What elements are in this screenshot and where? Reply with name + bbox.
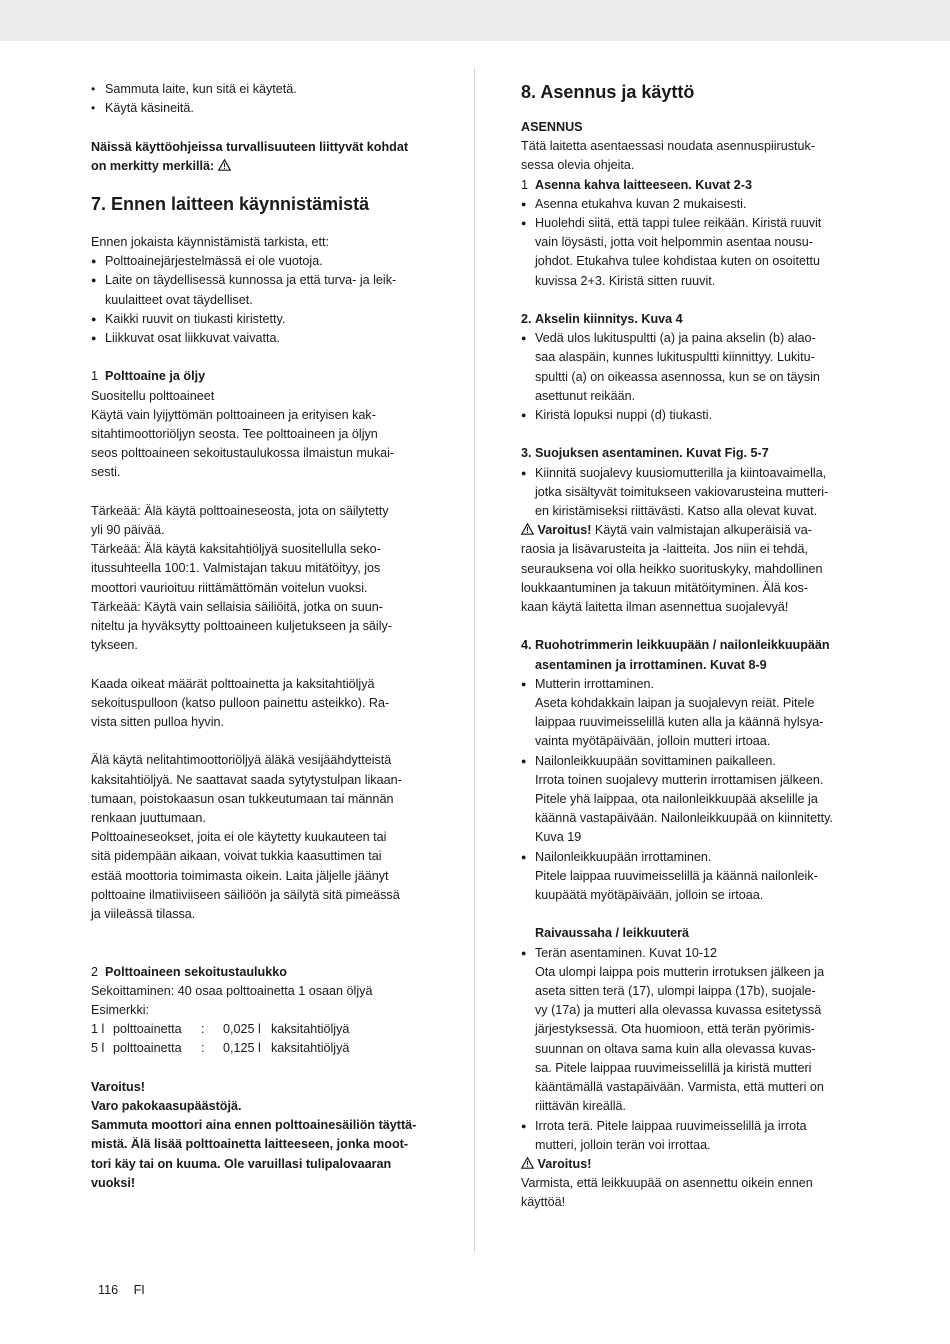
list-item-line: ● Mutterin irrottaminen. — [535, 676, 654, 691]
section-8-title: 8. Asennus ja käyttö — [521, 82, 695, 102]
list-item-line: ● Laite on täydellisessä kunnossa ja että turva- ja leik- — [105, 273, 397, 288]
right-column — [521, 80, 871, 1213]
final-warning-text — [521, 1174, 871, 1212]
text-line: raosia ja lisävarusteita ja -laitteita. Jos niin ei tehdä, — [521, 542, 809, 557]
text-line: Älä käytä nelitahtimoottoriöljyä äläkä vesijäähdytteistä — [91, 753, 392, 768]
fuel-paragraph — [91, 387, 436, 483]
list-item-line: ● Asenna etukahva kuvan 2 mukaisesti. — [535, 196, 747, 211]
list-item — [91, 310, 436, 329]
text-line: tumaan, poistokaasun osan tukkeutumaan tai männän — [91, 791, 394, 806]
text-line: tori käy tai on kuuma. Ole varuillasi tulipalovaaran — [91, 1156, 392, 1171]
page-number: 116 — [98, 1283, 119, 1297]
list-item-line: Pitele laippaa ruuvimeisselillä ja käännä nailonleik- — [535, 868, 818, 883]
table-cell: : — [201, 1041, 205, 1056]
list-item-line: käännä vastapäivään. Nailonleikkuupää on kiinnitetty. — [535, 811, 834, 826]
list-item-line: suunnan on oltava sama kuin alla olevassa kuvas- — [535, 1041, 816, 1056]
final-warning-label: Varoitus! — [521, 1155, 871, 1174]
list-item-line: mutteri, jolloin terän voi irrottaa. — [535, 1137, 711, 1152]
list-item-line: Aseta kohdakkain laipan ja suojalevyn reiät. Pitele — [535, 696, 815, 711]
text-line: mistä. Älä lisää polttoainetta laitteeseen, jonka moot- — [91, 1137, 409, 1152]
section-7-intro: Ennen jokaista käynnistämistä tarkista, ett: — [91, 235, 329, 249]
raivaussaha-heading: Raivaussaha / leikkuuterä — [535, 926, 690, 941]
list-item-line: Kuva 19 — [535, 830, 582, 845]
list-item-line: saa alaspäin, kunnes lukituspultti kiinnittyy. Lukitu- — [535, 350, 815, 365]
list-item-line: ● Nailonleikkuupään sovittaminen paikalleen. — [535, 753, 776, 768]
text-line: estää moottoria toimimasta oikein. Laita jäljelle jäänyt — [91, 868, 389, 883]
text-line: Tätä laitetta asentaessasi noudata asennuspiirustuk- — [521, 139, 816, 154]
text-line: vista sitten pulloa hyvin. — [91, 715, 225, 730]
list-item-line: ● Kaikki ruuvit on tiukasti kiristetty. — [105, 311, 286, 326]
list-item-line: asettunut reikään. — [535, 388, 636, 403]
step-4-heading: 4. Ruohotrimmerin leikkuupään / nailonleikkuupään asentaminen ja irrottaminen. Kuvat 8-9 — [521, 638, 830, 672]
list-item-line: kuvissa 2+3. Kiristä sitten ruuvit. — [535, 273, 716, 288]
page-footer — [98, 1283, 157, 1297]
step-3-heading: 3. Suojuksen asentaminen. Kuvat Fig. 5-7 — [521, 446, 769, 461]
text-line: sitahtimoottoriöljyn seosta. Tee polttoaineen ja öljyn — [91, 427, 378, 442]
step-2-heading: 2. Akselin kiinnitys. Kuva 4 — [521, 312, 683, 327]
important-paragraph — [91, 502, 436, 656]
table-row — [91, 1039, 436, 1058]
list-item-line: laippaa ruuvimeisselillä kuten alla ja käännä hylsya- — [535, 715, 824, 730]
list-item-line: sa. Pitele laippaa ruuvimeisselillä ja kiristä mutteri — [535, 1060, 812, 1075]
text-line: Tärkeää: Käytä vain sellaisia säiliöitä, jotka on suun- — [91, 599, 383, 614]
top-bar — [0, 0, 950, 41]
list-item — [521, 752, 871, 848]
text-line: tykseen. — [91, 638, 138, 653]
text-line: sessa olevia ohjeita. — [521, 158, 635, 173]
asennus-heading: ASENNUS — [521, 120, 583, 134]
raivaussaha-list — [521, 944, 871, 1155]
list-item-line: kuupäätä myötäpäivään, jolloin se irtoaa. — [535, 888, 764, 903]
text-line: niteltu ja hyväksytty polttoaineen kuljetukseen ja säily- — [91, 619, 393, 634]
list-item — [91, 329, 436, 348]
list-item-line: en kiristämiseksi riittävästi. Katso alla olevat kuvat. — [535, 504, 818, 519]
warning-icon — [521, 1157, 534, 1169]
text-line: Tärkeää: Älä käytä polttoaineseosta, jota on säilytetty — [91, 503, 389, 518]
text-line: Varmista, että leikkuupää on asennettu oikein ennen — [521, 1176, 813, 1191]
table-cell: polttoainetta — [113, 1041, 182, 1056]
warning-icon — [521, 523, 534, 535]
text-line: Varo pakokaasupäästöjä. — [91, 1099, 242, 1114]
table-cell: 5 l — [91, 1041, 105, 1056]
table-row — [91, 1020, 436, 1039]
list-item-line: ● Vedä ulos lukituspultti (a) ja paina akselin (b) alao- — [535, 331, 816, 346]
table-cell: polttoainetta — [113, 1022, 182, 1037]
text-line: Varoitus! — [91, 1079, 145, 1094]
list-item-line: ● Kiinnitä suojalevy kuusiomutterilla ja kiintoavaimella, — [535, 465, 827, 480]
mix-table-intro: Sekoittaminen: 40 osaa polttoainetta 1 osaan öljyä — [91, 983, 373, 998]
list-item-line: vainta myötäpäivään, jolloin mutteri irtoaa. — [535, 734, 771, 749]
list-item-line: vain löysästi, jotta voit helpommin asentaa nousu- — [535, 235, 813, 250]
text-line: sitä pidempään aikaan, voivat tukkia kaasuttimen tai — [91, 849, 382, 864]
list-item-line: johdot. Etukahva tulee kohdistaa kuten on osoitettu — [535, 254, 820, 269]
text-line: käyttöä! — [521, 1195, 566, 1210]
left-column — [91, 80, 436, 1193]
step-1-heading: 1 Asenna kahva laitteeseen. Kuvat 2-3 — [521, 177, 752, 192]
text-line: Sammuta moottori aina ennen polttoainesäiliön täyttä- — [91, 1118, 417, 1133]
text-line: kaan käytä laitetta ilman asennettua suojalevyä! — [521, 600, 789, 615]
text-line: renkaan juuttumaan. — [91, 811, 206, 826]
list-item — [521, 195, 871, 214]
list-item-line: ● Terän asentaminen. Kuvat 10-12 — [535, 945, 718, 960]
table-cell: kaksitahtiöljyä — [271, 1022, 350, 1037]
text-line: kaksitahtiöljyä. Ne saattavat saada sytytystulpan likaan- — [91, 772, 402, 787]
table-cell: : — [201, 1022, 205, 1037]
list-item-line: ● Irrota terä. Pitele laippaa ruuvimeisselillä ja irrota — [535, 1118, 807, 1133]
list-item-line: Irrota toinen suojalevy mutterin irrottamisen jälkeen. — [535, 772, 824, 787]
text-line: sesti. — [91, 465, 121, 480]
list-item-line: ● Huolehdi siitä, että tappi tulee reikään. Kiristä ruuvit — [535, 216, 822, 231]
list-item-line: Ota ulompi laippa pois mutterin irrotuksen jälkeen ja — [535, 964, 825, 979]
section-7-list — [91, 252, 436, 348]
step-3-warning: Varoitus! Käytä vain valmistajan alkuperäisiä va- — [521, 521, 871, 540]
list-item-line: Pitele yhä laippaa, ota nailonleikkuupää akselille ja — [535, 792, 818, 807]
text-line: polttoaine ilmatiiviiseen säiliöön ja säilytä sitä pimeässä — [91, 887, 400, 902]
mix-table — [91, 1020, 436, 1058]
text-line: sekoituspulloon (katso pulloon painettu asteikko). Ra- — [91, 695, 390, 710]
text-line: seurauksena voi olla heikko suorituskyky, mahdollinen — [521, 561, 823, 576]
text-line: itussuhteella 100:1. Valmistajan takuu mitätöityy, jos — [91, 561, 381, 576]
list-item — [521, 848, 871, 906]
table-cell: 1 l — [91, 1022, 105, 1037]
page-language: FI — [133, 1283, 145, 1297]
list-item-line: spultti (a) on oikeassa asennossa, kun se on täysin — [535, 369, 820, 384]
step-3-warning-text — [521, 540, 871, 617]
step-3-list — [521, 464, 871, 522]
list-item — [521, 329, 871, 406]
text-line: Polttoaineseokset, joita ei ole käytetty kuukauteen tai — [91, 830, 387, 845]
list-item-line: jotka sisältyvät toimitukseen vakiovarusteina mutteri- — [535, 484, 829, 499]
mix-table-example: Esimerkki: — [91, 1003, 150, 1018]
table-cell: 0,125 l — [223, 1041, 261, 1056]
list-item — [91, 271, 436, 309]
step-1-list — [521, 195, 871, 291]
mix-table-heading: 2 Polttoaineen sekoitustaulukko — [91, 964, 287, 979]
table-cell: kaksitahtiöljyä — [271, 1041, 350, 1056]
text-line: Tärkeää: Älä käytä kaksitahtiöljyä suositellulla seko- — [91, 542, 381, 557]
asennus-paragraph — [521, 137, 871, 175]
mixing-paragraph — [91, 675, 436, 733]
text-line: loukkaantuminen ja takuun mitätöityminen. Älä kos- — [521, 580, 809, 595]
text-line: Kaada oikeat määrät polttoainetta ja kaksitahtiöljyä — [91, 676, 375, 691]
list-item — [521, 214, 871, 291]
list-item-line: ● Polttoainejärjestelmässä ei ole vuotoja. — [105, 254, 323, 269]
safety-note: Näissä käyttöohjeissa turvallisuuteen liittyvät kohdat on merkitty merkillä: — [91, 139, 409, 173]
list-item: • Sammuta laite, kun sitä ei käytetä. — [91, 80, 436, 99]
text-line: vuoksi! — [91, 1175, 136, 1190]
step-2-list — [521, 329, 871, 425]
list-item: • Käytä käsineitä. — [91, 99, 436, 118]
column-divider — [474, 68, 475, 1253]
list-item — [521, 406, 871, 425]
list-item-line: aseta sitten terä (17), ulompi laippa (17b), suojale- — [535, 984, 816, 999]
list-item-line: kuulaitteet ovat täydelliset. — [105, 292, 253, 307]
list-item-line: riittävän kireällä. — [535, 1099, 626, 1114]
list-item — [521, 464, 871, 522]
fuel-warning — [91, 1078, 436, 1193]
oil-paragraph — [91, 751, 436, 924]
list-item-line: ● Kiristä lopuksi nuppi (d) tiukasti. — [535, 408, 713, 423]
list-item-line: järjestyksessä. Ota huomioon, että terän pyörimis- — [535, 1022, 815, 1037]
list-item-line: vy (17a) ja mutteri alla olevassa kuvassa esitetyssä — [535, 1003, 822, 1018]
list-item-line: ● Liikkuvat osat liikkuvat vaivatta. — [105, 331, 280, 346]
step-4-list — [521, 675, 871, 905]
list-item-line: kääntämällä vastapäivään. Varmista, että mutteri on — [535, 1080, 824, 1095]
text-line: ja viileässä tilassa. — [91, 907, 196, 922]
list-item — [521, 675, 871, 752]
section-7-title: 7. Ennen laitteen käynnistämistä — [91, 194, 370, 214]
text-line: yli 90 päivää. — [91, 523, 165, 538]
list-item — [91, 252, 436, 271]
warning-icon — [218, 159, 231, 171]
fuel-heading: 1 Polttoaine ja öljy — [91, 369, 206, 384]
list-item-line: ● Nailonleikkuupään irrottaminen. — [535, 849, 712, 864]
list-item — [521, 1117, 871, 1155]
text-line: seos polttoaineen sekoitustaulukossa ilmaistun mukai- — [91, 446, 395, 461]
table-cell: 0,025 l — [223, 1022, 261, 1037]
text-line: Käytä vain lyijyttömän polttoaineen ja erityisen kak- — [91, 407, 376, 422]
text-line: moottori vaurioituu riittämättömän voitelun vuoksi. — [91, 580, 368, 595]
list-item — [521, 944, 871, 1117]
text-line: Suositellu polttoaineet — [91, 388, 215, 403]
